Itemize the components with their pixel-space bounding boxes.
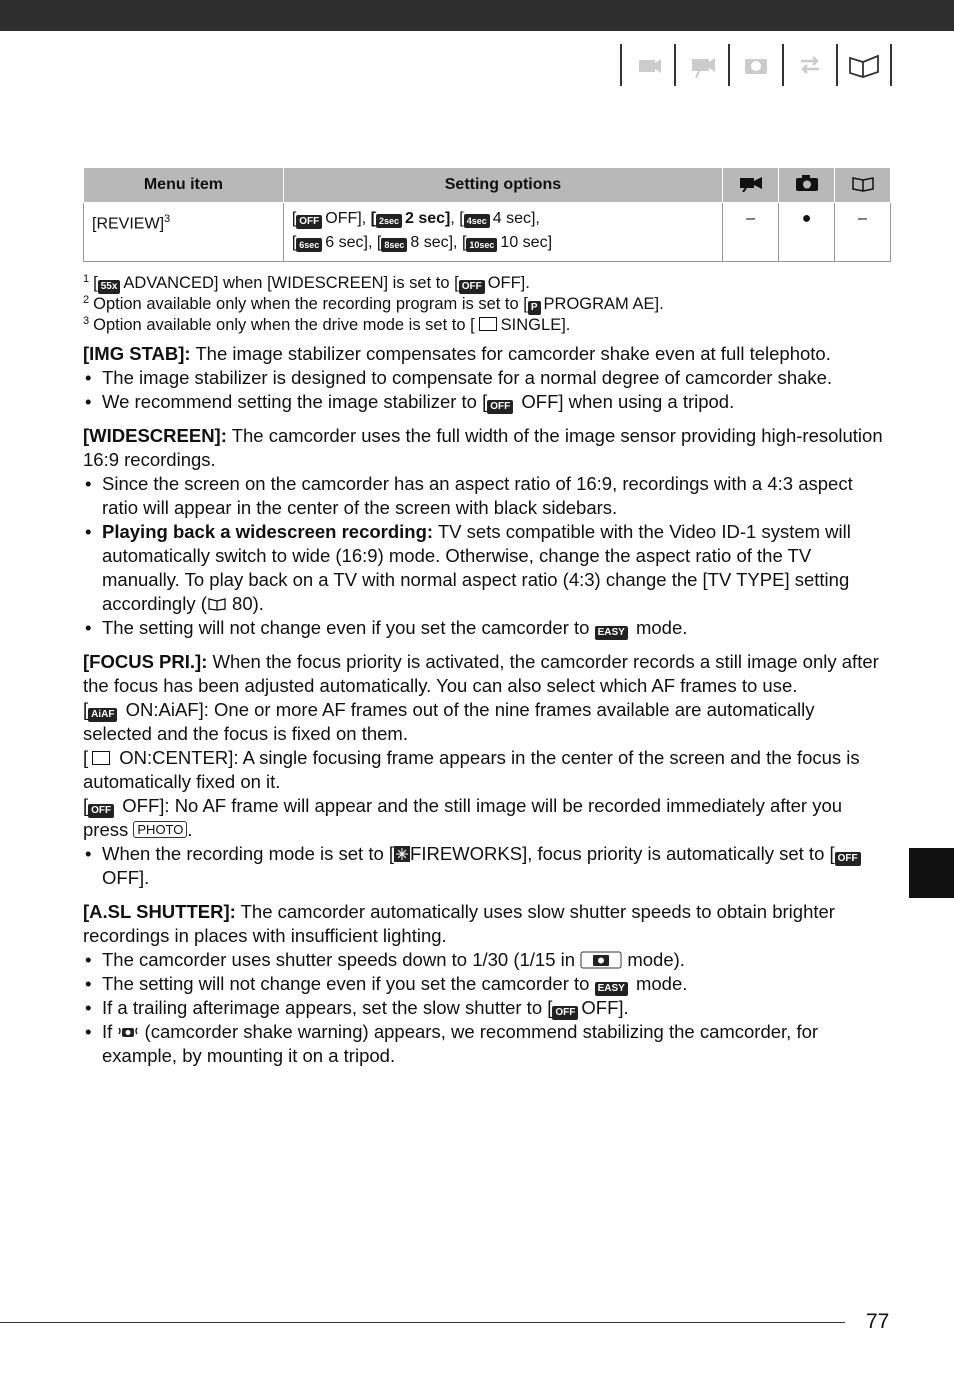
focus-aiaf-line: [ AiAF ON:AiAF]: One or more AF frames out of the nine frames available are automatically selected and the focus is fixed on them. [83,699,815,744]
footer-rule [0,1322,845,1323]
header-bar [0,0,954,31]
footnote-3: $^3$ Option available only when the drive mode is set to [ SINGLE]. [83,315,571,334]
list-item: • Playing back a widescreen recording: TV sets compatible with the Video ID-1 system will automatically switch to wide (16:9) mode. Otherwise, change the aspect ratio of the TV manually. To play back on a TV with normal aspect ratio (4:3) change the [TV TYPE] setting accordingly ( 80). [83,520,888,616]
img-stab-list [83,366,888,414]
list-item: • The setting will not change even if you set the camcorder to EASY mode. [83,616,888,640]
book-icon [836,44,892,86]
menu-item-cell: [REVIEW]$^3$ [84,203,284,262]
4sec-icon: 4sec [464,214,490,228]
widescreen-list [83,472,888,640]
easy-icon: EASY [595,626,628,640]
off-icon: OFF [487,400,513,414]
table-header-row [84,168,891,203]
digital-zoom-icon: 55x [98,280,121,294]
menu-settings-table [83,167,891,262]
list-item: • When the recording mode is set to [ FIREWORKS], focus priority is automatically set to [ OFF OFF]. [83,842,888,890]
list-item: • We recommend setting the image stabilizer to [ OFF OFF] when using a tripod. [83,390,888,414]
camera-availability: ● [779,203,835,262]
main-text [83,342,888,1078]
list-item: • The setting will not change even if you set the camcorder to EASY mode. [83,972,888,996]
header-movie-icon [723,168,779,203]
center-frame-icon [92,751,110,765]
aiaf-icon: AiAF [88,708,117,722]
fireworks-icon [394,846,410,862]
off-icon: OFF [552,1006,578,1020]
footnote-1: $^1$ [ 55x ADVANCED] when [WIDESCREEN] is set to [ OFF OFF]. [83,273,530,292]
off-icon: OFF [459,280,485,294]
program-ae-icon: P [528,301,541,315]
list-item: • If (camcorder shake warning) appears, we recommend stabilizing the camcorder, for example, by mounting it on a tripod. [83,1020,888,1068]
movie-availability: – [723,203,779,262]
header-camera-icon [779,168,835,203]
photo-mode-icon [728,44,782,86]
6sec-icon: 6sec [296,238,322,252]
10sec-icon: 10sec [466,238,497,252]
book-ref-icon [207,597,227,611]
off-icon: OFF [88,804,114,818]
asl-shutter-para: [A.SL SHUTTER]: The camcorder automatically uses slow shutter speeds to obtain brighter recordings in places with insufficient lighting. [83,901,835,946]
mode-tabs [620,44,892,86]
photo-key: PHOTO [133,821,187,838]
list-item: • Since the screen on the camcorder has an aspect ratio of 16:9, recordings with a 4:3 aspect ratio will appear in the center of the screen with black sidebars. [83,472,888,520]
camera-switch-icon [580,951,622,969]
img-stab-para: [IMG STAB]: The image stabilizer compensates for camcorder shake even at full telephoto. [83,343,831,364]
asl-shutter-list [83,948,888,1068]
widescreen-para: [WIDESCREEN]: The camcorder uses the full width of the image sensor providing high-resolution 16:9 recordings. [83,425,883,470]
table-row [84,203,891,262]
list-item: • The image stabilizer is designed to compensate for a normal degree of camcorder shake. [83,366,888,390]
setting-options-cell: [ OFF OFF], [ 2sec 2 sec], [ 4sec 4 sec], [ 6sec 6 sec], [ 8sec 8 sec], [ 10sec 10 sec] [283,203,722,262]
focus-off-line: [ OFF OFF]: No AF frame will appear and the still image will be recorded immediately after you press PHOTO . [83,795,843,840]
list-item: • If a trailing afterimage appears, set the slow shutter to [ OFF OFF]. [83,996,888,1020]
focus-center-line: [ ON:CENTER]: A single focusing frame appears in the center of the screen and the focus is automatically fixed on it. [83,747,860,792]
page-number: 77 [866,1310,890,1333]
easy-icon: EASY [595,982,628,996]
movie-mode-icon [620,44,674,86]
book-availability: – [835,203,891,262]
focus-pri-list [83,842,888,890]
chapter-tab [909,848,954,898]
off-icon: OFF [296,215,322,229]
2sec-icon: 2sec [376,214,402,228]
header-book-icon [835,168,891,203]
transfer-icon [782,44,836,86]
header-menu-item: Menu item [84,168,284,203]
footnote-2: $^2$ Option available only when the recording program is set to [ P PROGRAM AE]. [83,294,664,313]
list-item: • The camcorder uses shutter speeds down to 1/30 (1/15 in mode). [83,948,888,972]
8sec-icon: 8sec [381,238,407,252]
shake-warning-icon [117,1022,139,1040]
off-icon: OFF [835,852,861,866]
header-setting-options: Setting options [283,168,722,203]
camera-mode-icon [674,44,728,86]
single-drive-icon [479,317,497,331]
focus-pri-para: [FOCUS PRI.]: When the focus priority is activated, the camcorder records a still image only after the focus has been adjusted automatically. You can also select which AF frames to use. [83,651,879,696]
